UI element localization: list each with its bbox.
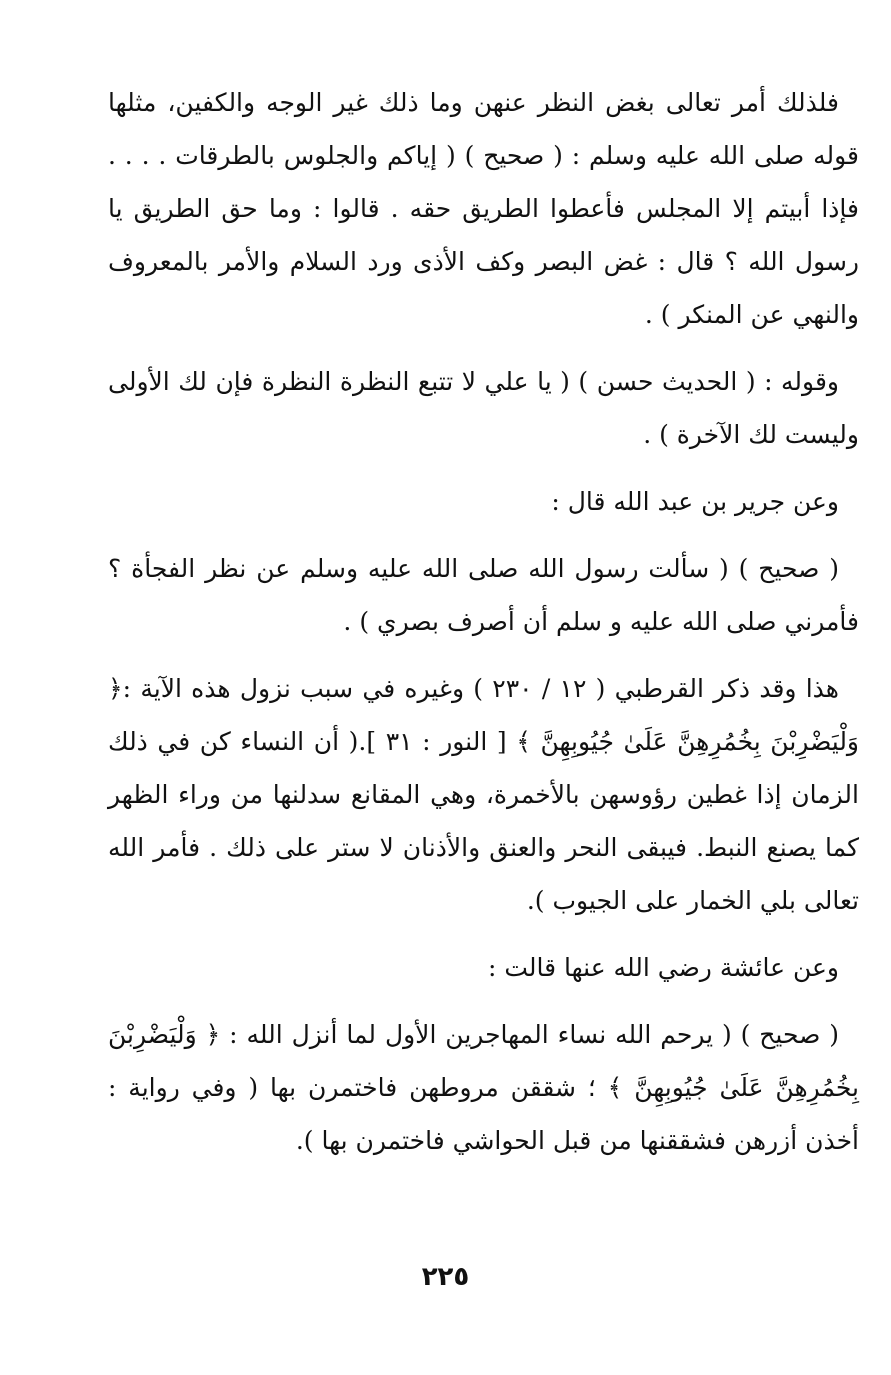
paragraph-jarir-hadith: ( صحيح ) ( سألت رسول الله صلى الله عليه وسلم عن نظر الفجأة ؟ فأمرني صلى الله عليه و سلم أن أصرف بصري ) . xyxy=(108,554,859,636)
paragraph-aisha-intro: وعن عائشة رضي الله عنها قالت : xyxy=(487,953,839,982)
paragraph-jarir-intro: وعن جرير بن عبد الله قال : xyxy=(551,487,839,516)
paragraph-aisha-hadith: ( صحيح ) ( يرحم الله نساء المهاجرين الأول لما أنزل الله : ﴿ وَلْيَضْرِبْنَ بِخُمُرِهِنَّ عَلَىٰ جُيُوبِهِنَّ ﴾ ؛ شققن مروطهن فاختمرن بها ( وفي رواية : أخذن أزرهن فشققنها من قبل الحواشي فاختمرن بها ). xyxy=(108,1020,859,1155)
page-body xyxy=(108,76,859,1181)
paragraph-qurtubi: هذا وقد ذكر القرطبي ( ١٢ / ٢٣٠ ) وغيره في سبب نزول هذه الآية :﴿ وَلْيَضْرِبْنَ بِخُمُرِهِنَّ عَلَىٰ جُيُوبِهِنَّ ﴾ [ النور : ٣١ ].( أن النساء كن في ذلك الزمان إذا غطين رؤوسهن بالأخمرة، وهي المقانع سدلنها من وراء الظهر كما يصنع النبط. فيبقى النحر والعنق والأذنان لا ستر على ذلك . فأمر الله تعالى بلي الخمار على الجيوب ). xyxy=(108,674,860,915)
paragraph-ali-hadith: وقوله : ( الحديث حسن ) ( يا علي لا تتبع النظرة النظرة فإن لك الأولى وليست لك الآخرة ) . xyxy=(108,367,859,449)
page-number: ٢٢٥ xyxy=(421,1262,470,1292)
paragraph-gaze-lowering: فلذلك أمر تعالى بغض النظر عنهن وما ذلك غير الوجه والكفين، مثلها قوله صلى الله عليه وسلم : ( صحيح ) ( إياكم والجلوس بالطرقات . . . . فإذا أبيتم إلا المجلس فأعطوا الطريق حقه . قالوا : وما حق الطريق يا رسول الله ؟ قال : غض البصر وكف الأذى ورد السلام والأمر بالمعروف والنهي عن المنكر ) . xyxy=(108,88,859,329)
